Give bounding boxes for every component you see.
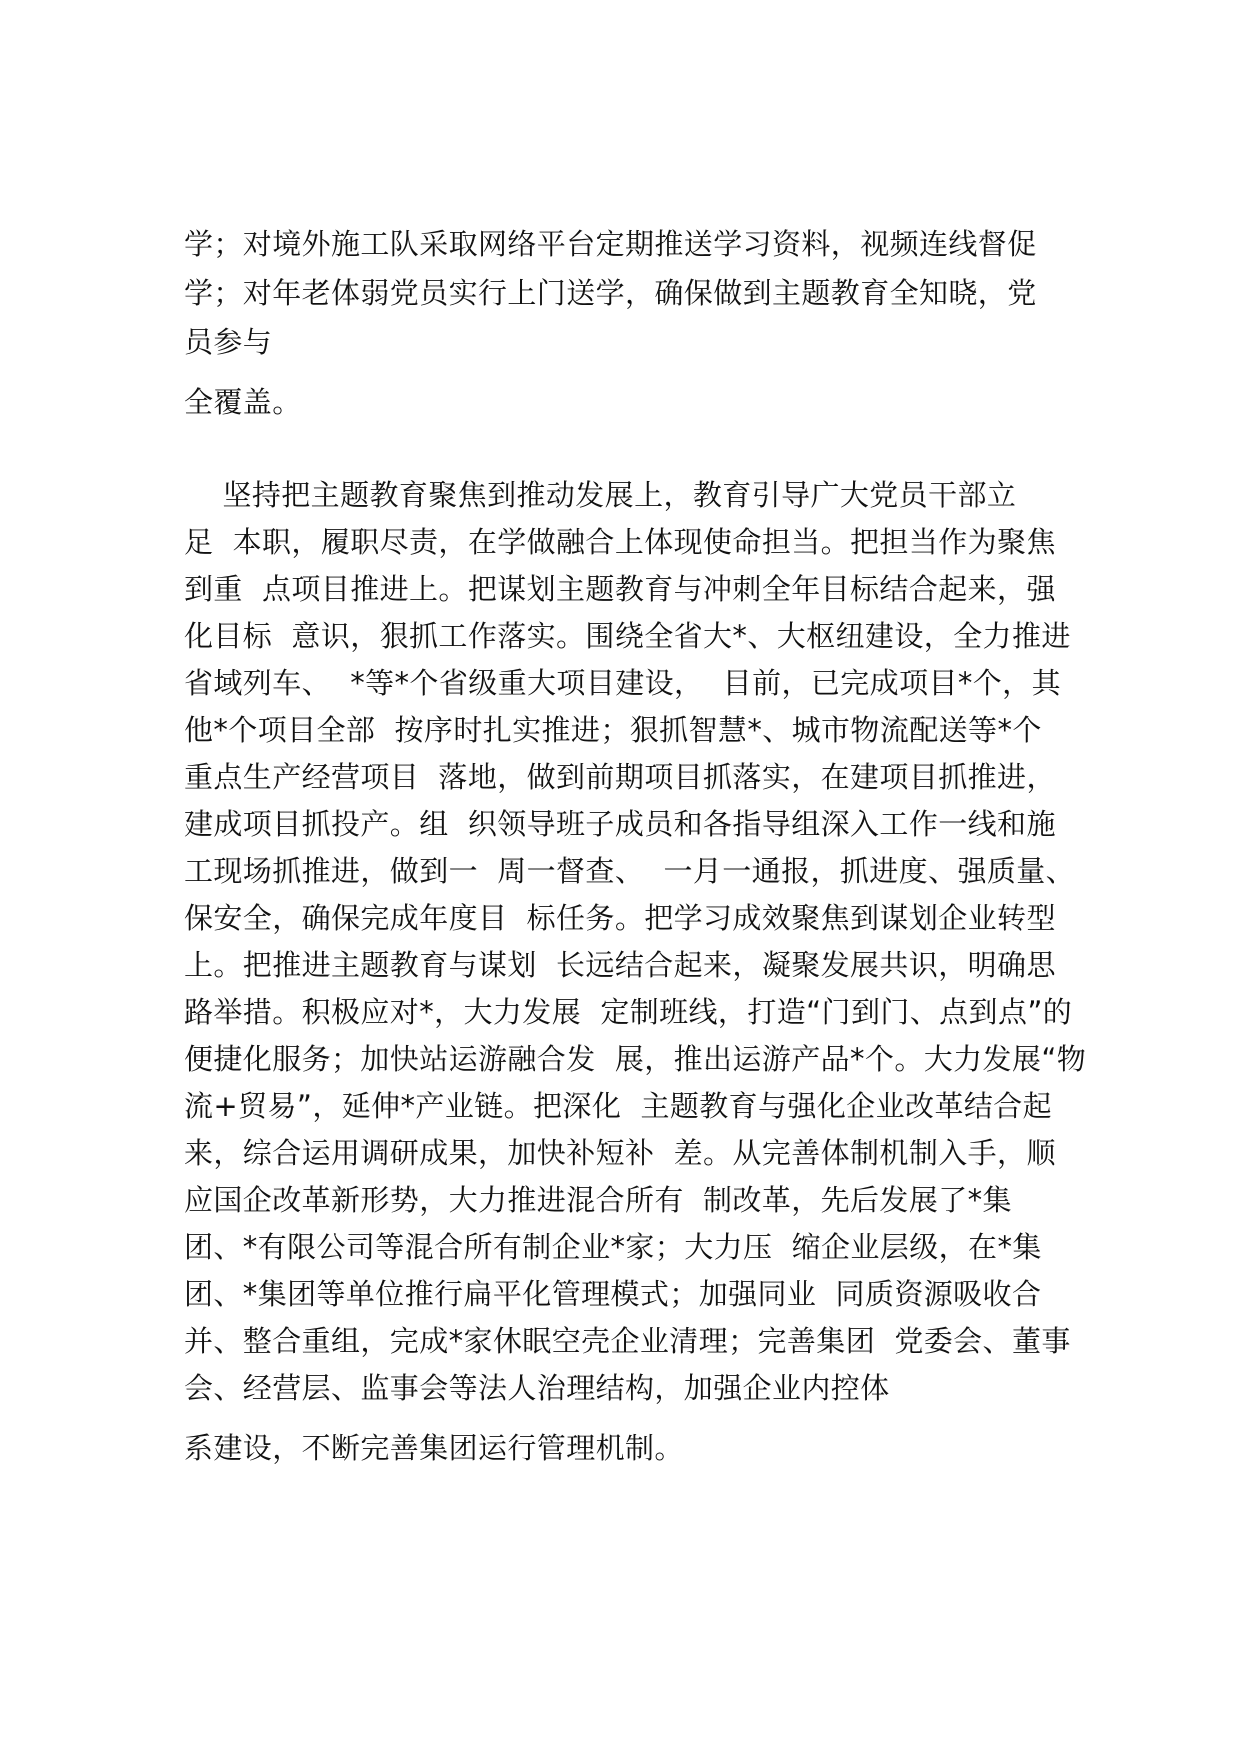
text-line: 学；对年老体弱党员实行上门送学，确保做到主题教育全知晓，党: [184, 276, 1037, 310]
text-line: 到重 点项目推进上。把谋划主题教育与冲刺全年目标结合起来，强: [184, 572, 1056, 606]
text-line: 会、经营层、监事会等法人治理结构，加强企业内控体: [184, 1371, 890, 1405]
text-line: 路举措。积极应对*，大力发展 定制班线，打造“门到门、点到点”的: [184, 995, 1073, 1029]
text-line: 上。把推进主题教育与谋划 长远结合起来，凝聚发展共识，明确思: [184, 948, 1056, 982]
text-line: 来，综合运用调研成果，加快补短补 差。从完善体制机制入手，顺: [184, 1136, 1056, 1170]
text-line: 团、*有限公司等混合所有制企业*家；大力压 缩企业层级，在*集: [184, 1230, 1042, 1264]
text-line: 应国企改革新形势，大力推进混合所有 制改革，先后发展了*集: [184, 1183, 1012, 1217]
text-line: 并、整合重组，完成*家休眠空壳企业清理；完善集团 党委会、董事: [184, 1324, 1071, 1358]
text-line: 足 本职，履职尽责，在学做融合上体现使命担当。把担当作为聚焦: [184, 525, 1056, 559]
text-line: 员参与: [184, 325, 273, 359]
text-line: 流+贸易”，延伸*产业链。把深化 主题教育与强化企业改革结合起: [184, 1089, 1053, 1123]
text-line: 全覆盖。: [184, 385, 302, 419]
text-line: 化目标 意识，狠抓工作落实。围绕全省大*、大枢纽建设，全力推进: [184, 619, 1071, 653]
text-line: 坚持把主题教育聚焦到推动发展上，教育引导广大党员干部立: [184, 478, 1017, 512]
text-line: 保安全，确保完成年度目 标任务。把学习成效聚焦到谋划企业转型: [184, 901, 1056, 935]
text-line: 省域列车、 *等*个省级重大项目建设， 目前，已完成项目*个，其: [184, 666, 1061, 700]
text-line: 系建设，不断完善集团运行管理机制。: [184, 1431, 684, 1465]
text-line: 便捷化服务；加快站运游融合发 展，推出运游产品*个。大力发展“物: [184, 1042, 1087, 1076]
text-line: 团、*集团等单位推行扁平化管理模式；加强同业 同质资源吸收合: [184, 1277, 1042, 1311]
text-line: 他*个项目全部 按序时扎实推进；狠抓智慧*、城市物流配送等*个: [184, 713, 1042, 747]
text-line: 工现场抓推进，做到一 周一督查、 一月一通报，抓进度、强质量、: [184, 854, 1076, 888]
text-line: 重点生产经营项目 落地，做到前期项目抓落实，在建项目抓推进，: [184, 760, 1056, 794]
text-line: 学；对境外施工队采取网络平台定期推送学习资料，视频连线督促: [184, 227, 1037, 261]
text-line: 建成项目抓投产。组 织领导班子成员和各指导组深入工作一线和施: [184, 807, 1056, 841]
